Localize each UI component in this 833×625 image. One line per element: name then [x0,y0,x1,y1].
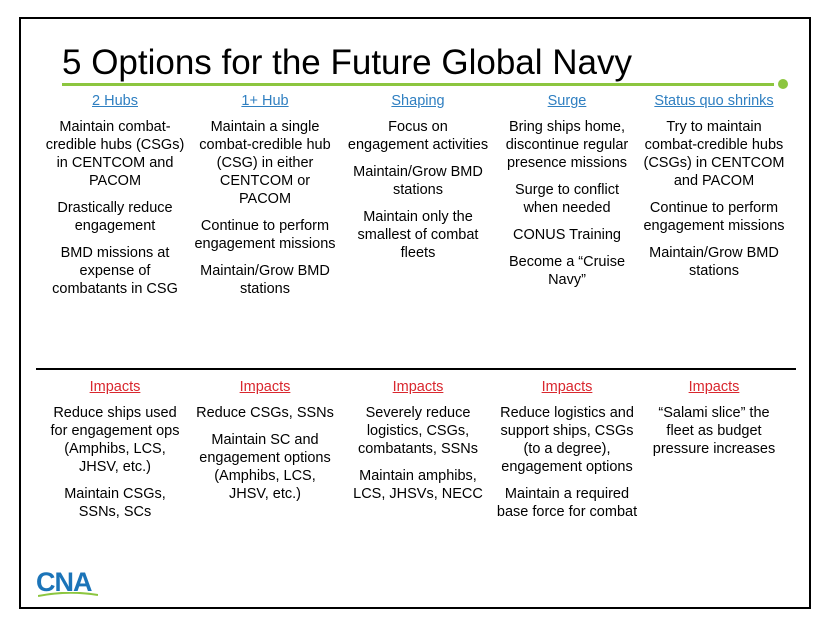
impact-text: Reduce CSGs, SSNs [196,405,334,421]
cna-logo-text: CNA [36,567,92,597]
option-text: Bring ships home, discontinue regular presence missions [505,119,629,171]
impact-text: Reduce ships used for engagement ops (Amphibs, LCS, JHSV, etc.) [50,405,180,475]
option-text: Continue to perform engagement missions [643,200,785,234]
impacts-heading[interactable]: Impacts [392,379,444,395]
option-text: Maintain/Grow BMD stations [200,263,330,297]
option-heading[interactable]: Status quo shrinks [654,93,774,109]
option-heading[interactable]: Surge [547,93,587,109]
option-column-shaping [347,92,489,271]
option-text: BMD missions at expense of combatants in CSG [52,245,178,297]
impact-text: Maintain SC and engagement options (Amphibs, LCS, JHSV, etc.) [199,432,331,502]
option-text: Maintain/Grow BMD stations [649,245,779,279]
option-text: Focus on engagement activities [347,119,489,153]
impacts-column-status-quo-shrinks [643,378,785,467]
title-accent-dot [778,79,788,89]
impacts-column-shaping [347,378,489,512]
option-text: Surge to conflict when needed [515,182,619,216]
impact-text: Maintain a required base force for combat [496,486,638,520]
option-column-surge [496,92,638,298]
option-text: Drastically reduce engagement [57,200,173,234]
option-text: Maintain a single combat-credible hub (CSG) in either CENTCOM or PACOM [199,119,331,207]
logo-swoosh-icon [38,592,98,598]
option-text: Maintain combat-credible hubs (CSGs) in CENTCOM and PACOM [45,119,185,189]
option-text: Continue to perform engagement missions [194,218,336,252]
impacts-column-1-plus-hub [194,378,336,512]
option-text: Try to maintain combat-credible hubs (CSGs) in CENTCOM and PACOM [643,119,785,189]
impact-text: Maintain CSGs, SSNs, SCs [64,486,166,520]
option-heading[interactable]: 1+ Hub [241,93,289,109]
title-underline [62,83,774,86]
section-divider [36,368,796,370]
option-column-2-hubs [44,92,186,307]
impacts-heading[interactable]: Impacts [541,379,593,395]
slide-title: 5 Options for the Future Global Navy [62,43,632,82]
impacts-column-2-hubs [44,378,186,530]
option-text: CONUS Training [513,227,621,243]
option-column-status-quo-shrinks [643,92,785,289]
option-column-1-plus-hub [194,92,336,307]
impacts-heading[interactable]: Impacts [688,379,740,395]
impact-text: Severely reduce logistics, CSGs, combatants, SSNs [357,405,479,457]
impact-text: “Salami slice” the fleet as budget pressure increases [652,405,776,457]
option-heading[interactable]: Shaping [391,93,445,109]
impact-text: Maintain amphibs, LCS, JHSVs, NECC [353,468,483,502]
impacts-heading[interactable]: Impacts [239,379,291,395]
option-text: Maintain/Grow BMD stations [353,164,483,198]
impacts-heading[interactable]: Impacts [89,379,141,395]
impact-text: Reduce logistics and support ships, CSGs (to a degree), engagement options [500,405,634,475]
option-text: Maintain only the smallest of combat fleets [357,209,479,261]
impacts-column-surge [496,378,638,530]
option-text: Become a “Cruise Navy” [508,254,626,288]
cna-logo [36,567,92,597]
option-heading[interactable]: 2 Hubs [92,93,138,109]
